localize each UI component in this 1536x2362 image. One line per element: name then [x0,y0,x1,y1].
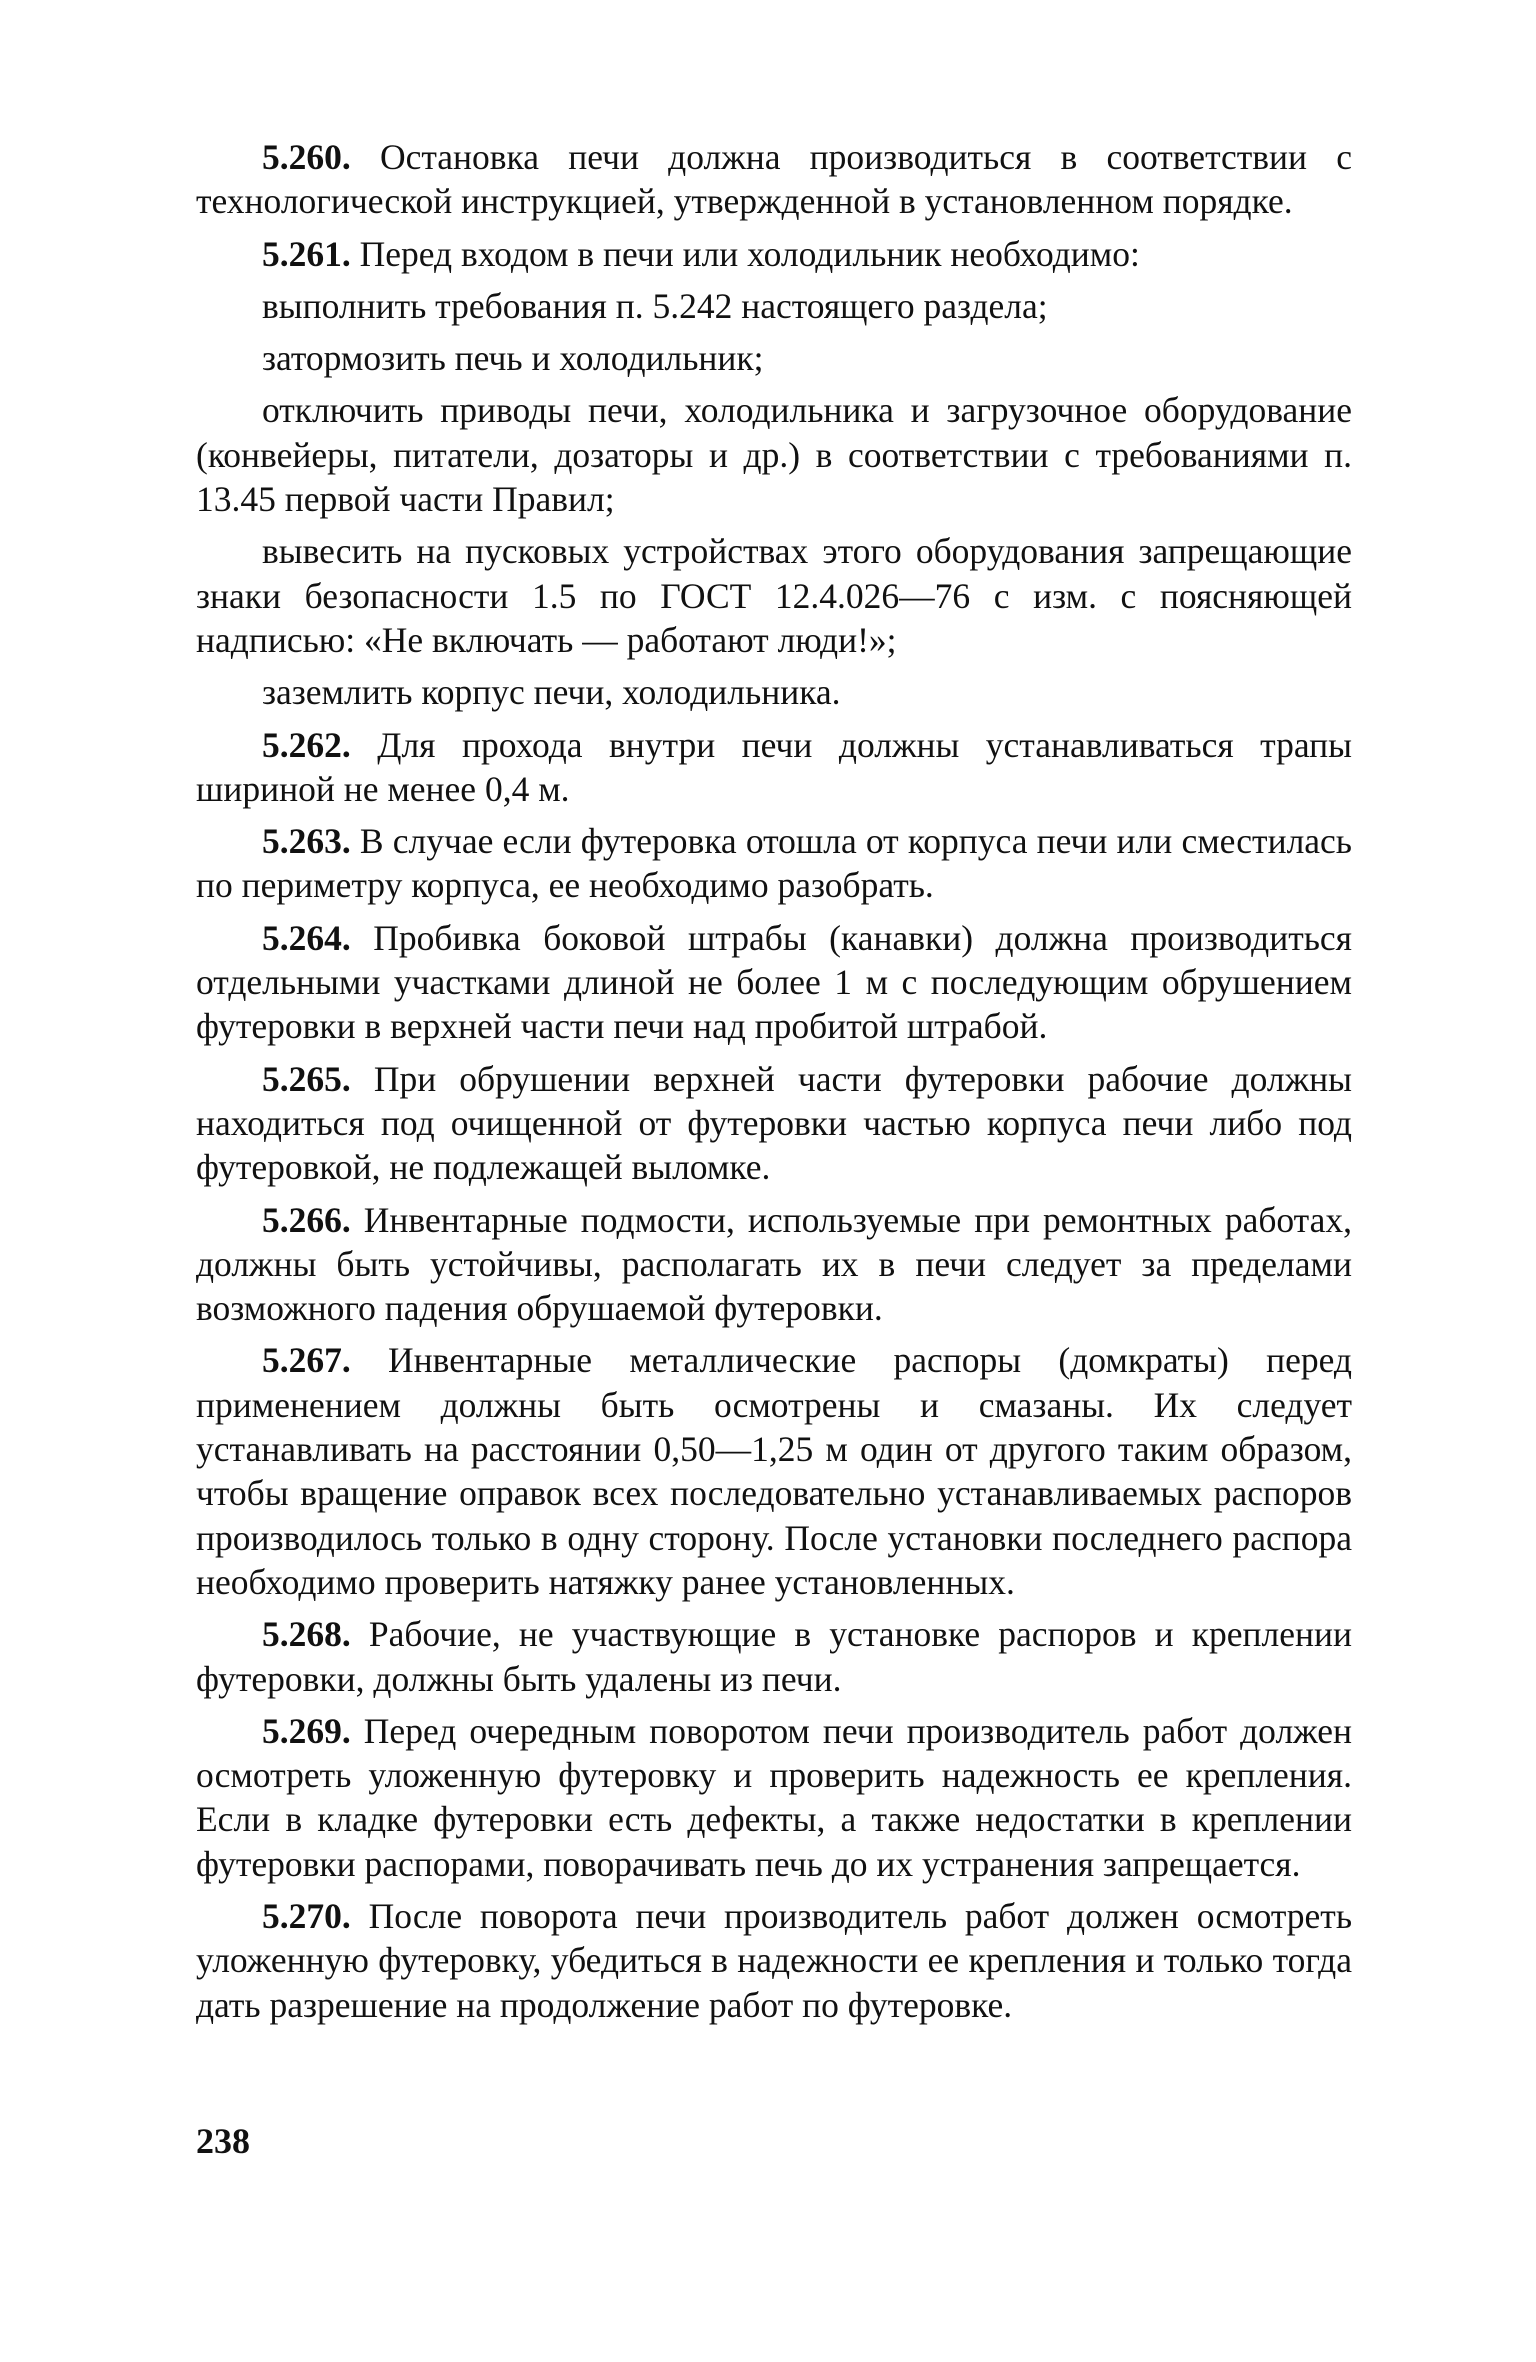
clause-number: 5.261. [262,233,351,274]
paragraph-5-270 [196,1894,1352,2027]
clause-number: 5.263. [262,821,351,862]
paragraph-text: Перед очередным поворотом печи производитель работ должен осмотреть уложенную футеровку и проверить надежность ее крепления. Если в кладке футеровки есть дефекты, а также недостатки в креплении футеровки распорами, поворачивать печь до их устранения запрещается. [196,1710,1352,1884]
paragraph-text: Пробивка боковой штрабы (канавки) должна производиться отдельными участками длиной не более 1 м с последующим обрушением футеровки в верхней части печи над пробитой штрабой. [196,917,1353,1047]
paragraph-5-265 [196,1057,1352,1190]
clause-number: 5.268. [262,1614,351,1655]
paragraph-text: После поворота печи производитель работ должен осмотреть уложенную футеровку, убедиться в надежности ее крепления и только тогда дать разрешение на продолжение работ по футеровке. [196,1895,1353,2025]
paragraph-5-264 [196,916,1352,1049]
clause-number: 5.264. [262,917,351,958]
paragraph-5-269 [196,1709,1352,1886]
paragraph-text: заземлить корпус печи, холодильника. [262,672,841,713]
clause-number: 5.269. [262,1710,351,1751]
list-item [196,670,1352,714]
paragraph-text: затормозить печь и холодильник; [262,338,764,379]
paragraph-text: Рабочие, не участвующие в установке распоров и креплении футеровки, должны быть удалены из печи. [196,1614,1353,1699]
paragraph-5-266 [196,1198,1352,1331]
paragraph-text: Инвентарные подмости, используемые при ремонтных работах, должны быть устойчивы, располагать их в печи следует за пределами возможного падения обрушаемой футеровки. [196,1199,1353,1329]
clause-number: 5.266. [262,1199,351,1240]
paragraph-text: При обрушении верхней части футеровки рабочие должны находиться под очищенной от футеровки частью корпуса печи либо под футеровкой, не подлежащей выломке. [196,1058,1352,1188]
paragraph-5-267 [196,1338,1352,1604]
paragraph-text: В случае если футеровка отошла от корпуса печи или сместилась по периметру корпуса, ее необходимо разобрать. [196,821,1352,906]
paragraph-5-261 [196,232,1352,276]
clause-number: 5.265. [262,1058,351,1099]
list-item [196,388,1352,521]
paragraph-text: Перед входом в печи или холодильник необходимо: [359,233,1140,274]
paragraph-text: Инвентарные металлические распоры (домкраты) перед применением должны быть осмотрены и смазаны. Их следует устанавливать на расстоянии 0,50—1,25 м один от другого таким образом, чтобы вращение оправок всех последовательно устанавливаемых распоров производилось только в одну сторону. После установки последнего распора необходимо проверить натяжку ранее установленных. [196,1340,1352,1602]
clause-number: 5.262. [262,724,351,765]
list-item [196,284,1352,328]
page-number: 238 [196,2121,250,2161]
paragraph-text: Остановка печи должна производиться в соответствии с технологической инструкцией, утвержденной в установленном порядке. [196,137,1352,222]
paragraph-text: Для прохода внутри печи должны устанавливаться трапы шириной не менее 0,4 м. [196,724,1352,809]
paragraph-text: отключить приводы печи, холодильника и загрузочное оборудование (конвейеры, питатели, дозаторы и др.) в соответствии с требованиями п. 13.45 первой части Правил; [196,390,1352,520]
paragraph-5-268 [196,1612,1352,1701]
paragraph-5-262 [196,723,1352,812]
paragraph-text: выполнить требования п. 5.242 настоящего раздела; [262,285,1048,326]
clause-number: 5.267. [262,1340,351,1381]
clause-number: 5.260. [262,137,351,177]
paragraph-text: вывесить на пусковых устройствах этого оборудования запрещающие знаки безопасности 1.5 по ГОСТ 12.4.026—76 с изм. с поясняющей надписью: «Не включать — работают люди!»; [196,531,1352,660]
list-item [196,529,1352,662]
clause-number: 5.270. [262,1895,351,1936]
page-body [196,135,1352,2035]
list-item [196,336,1352,380]
paragraph-5-260 [196,135,1352,224]
paragraph-5-263 [196,819,1352,908]
